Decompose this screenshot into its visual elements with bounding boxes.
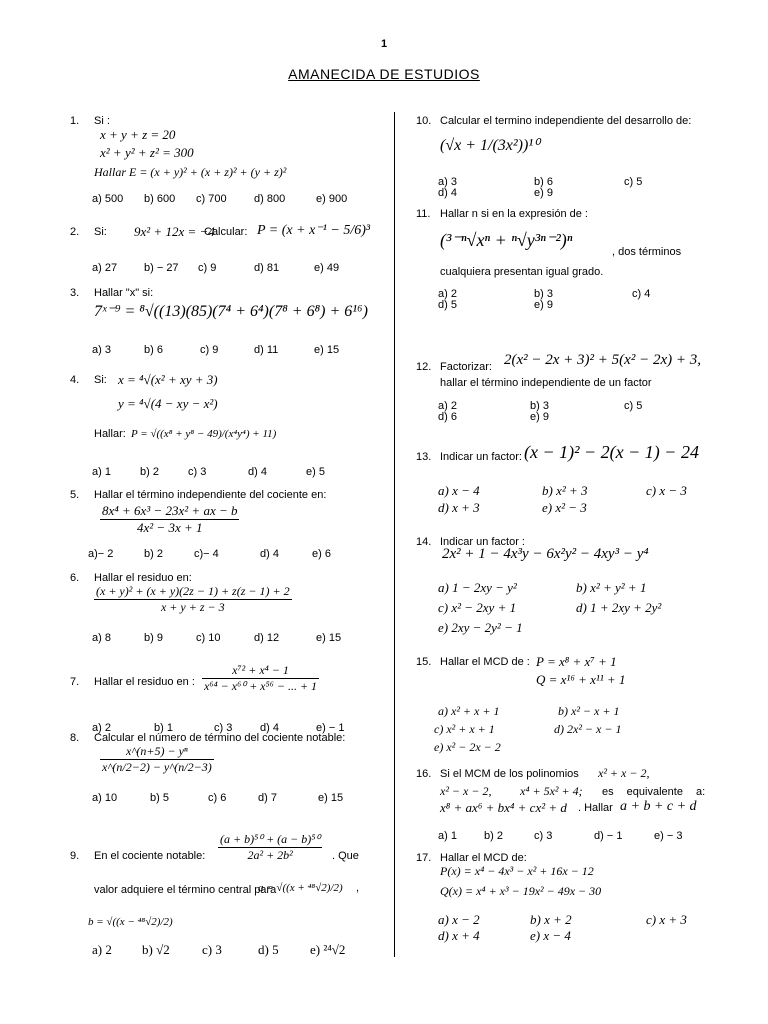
equation: x² − x − 2,	[440, 784, 492, 798]
equation: x⁸ + ax⁶ + bx⁴ + cx² + d	[440, 800, 567, 815]
text: . Que	[332, 850, 359, 862]
option-a: a) x − 4	[438, 483, 480, 498]
text: hallar el término independiente de un factor	[440, 377, 652, 389]
option-c: c) x + 3	[646, 912, 687, 927]
equation: b = √((x − ⁴⁸√2)/2)	[88, 916, 173, 928]
option-c: c) 3	[534, 830, 553, 842]
problem-1	[70, 115, 380, 205]
problem-number: 5.	[70, 489, 80, 501]
problem-17	[416, 852, 721, 952]
option-c: c) 700	[196, 193, 227, 205]
option-b: b) 2	[140, 466, 159, 478]
text: Si el MCM de los polinomios	[440, 768, 579, 780]
column-divider	[394, 112, 395, 957]
option-e: e) 9	[534, 299, 553, 311]
problem-number: 13.	[416, 451, 432, 463]
text: Hallar E = (x + y)² + (x + z)² + (y + z)²	[94, 165, 287, 179]
option-a: a) 2	[438, 400, 457, 412]
problem-number: 1.	[70, 115, 80, 127]
equation: 7ˣ⁻⁹ = ⁸√((13)(85)(7⁴ + 6⁴)(7⁸ + 6⁸) + 6¹⁶)	[94, 303, 368, 320]
problem-number: 4.	[70, 374, 80, 386]
equation: (√x + 1/(3x²))¹⁰	[440, 137, 540, 154]
option-e: e) x² − 3	[542, 500, 587, 515]
problem-10	[416, 115, 721, 200]
problem-16	[416, 768, 721, 848]
option-b: b) x² + 3	[542, 483, 588, 498]
text: valor adquiere el término central para	[94, 884, 277, 896]
option-d: d) 2x² − x − 1	[554, 722, 622, 736]
option-a: a) 27	[92, 262, 118, 274]
option-d: d) 4	[248, 466, 267, 478]
option-e: e) 2xy − 2y² − 1	[438, 620, 523, 635]
option-c: c)− 4	[194, 548, 219, 560]
option-e: e) 6	[312, 548, 331, 560]
option-e: e) x² − 2x − 2	[434, 740, 501, 754]
fraction: $\frac{\text{(x + y)² + (x + y)(2z − 1) + z(z − 1) + 2}}{x + y + z - 3}$	[96, 584, 290, 614]
problem-number: 6.	[70, 572, 80, 584]
text: Hallar:	[94, 428, 126, 440]
option-d: d) 81	[254, 262, 280, 274]
option-a: a) 500	[92, 193, 124, 205]
text: Si :	[94, 115, 110, 127]
option-d: d) 12	[254, 632, 280, 644]
fraction: $\frac{\text{x\textasciicircum{}(n+5) − yⁿ}}{x\^{}(n/2-2) - y\^{}(n/2-3)}$	[102, 744, 212, 774]
problem-14	[416, 536, 721, 646]
option-c: c) x − 3	[646, 483, 687, 498]
option-a: a) 2	[92, 942, 112, 957]
text: . Hallar	[578, 802, 613, 814]
option-a: a) 2	[438, 288, 457, 300]
equation: P = (x + x⁻¹ − 5/6)³	[257, 223, 371, 238]
problem-number: 16.	[416, 768, 432, 780]
option-a: a) 3	[438, 176, 457, 188]
option-a: a) x − 2	[438, 912, 480, 927]
option-c: c) x² + x + 1	[434, 722, 495, 736]
problem-number: 15.	[416, 656, 432, 668]
problem-4	[70, 374, 380, 484]
text: Calcular el termino independiente del desarrollo de:	[440, 115, 692, 127]
text: ,	[356, 882, 360, 894]
option-d: d) x + 3	[438, 500, 480, 515]
problem-11	[416, 208, 721, 318]
problem-3	[70, 287, 380, 357]
equation: Q(x) = x⁴ + x³ − 19x² − 49x − 30	[440, 884, 602, 898]
problem-number: 3.	[70, 287, 80, 299]
problem-13	[416, 442, 721, 517]
option-c: c) 3	[214, 722, 233, 734]
text: Factorizar:	[440, 361, 492, 373]
equation: a + b + c + d	[620, 799, 697, 814]
option-a: a) 1	[92, 466, 111, 478]
option-d: d) 4	[260, 722, 279, 734]
option-b: b) 600	[144, 193, 176, 205]
page-title: AMANECIDA DE ESTUDIOS	[288, 66, 480, 82]
equation: P = x⁸ + x⁷ + 1	[536, 654, 617, 669]
option-b: b) x + 2	[530, 912, 572, 927]
option-c: c) 3	[188, 466, 207, 478]
equation: 2x² + 1 − 4x³y − 6x²y² − 4xy³ − y⁴	[442, 546, 649, 562]
option-a: a) 10	[92, 792, 118, 804]
text: Calcular el número de término del cociente notable:	[94, 732, 346, 744]
problem-number: 10.	[416, 115, 432, 127]
problem-12	[416, 350, 721, 425]
option-a: a) 8	[92, 632, 111, 644]
text: Si:	[94, 374, 107, 386]
option-c: c) 4	[632, 288, 651, 300]
option-b: b) 2	[484, 830, 503, 842]
option-c: c) 3	[202, 942, 222, 957]
problem-8	[70, 732, 380, 812]
option-a: a) 3	[92, 344, 111, 356]
option-a: a) 1	[438, 830, 457, 842]
equation: x + y + z = 20	[100, 127, 176, 142]
equation: x = ⁴√(x² + xy + 3)	[118, 372, 218, 387]
problem-number: 12.	[416, 361, 432, 373]
problem-number: 9.	[70, 850, 80, 862]
problem-15	[416, 656, 721, 756]
text: Hallar "x" si:	[94, 287, 154, 299]
option-d: d) − 1	[594, 830, 623, 842]
option-a: a)− 2	[88, 548, 114, 560]
option-b: b) 6	[534, 176, 553, 188]
text: En el cociente notable:	[94, 850, 206, 862]
option-e: e) − 3	[654, 830, 683, 842]
option-c: c) 5	[624, 176, 643, 188]
problem-number: 14.	[416, 536, 432, 548]
option-e: e) 9	[534, 187, 553, 199]
fraction: $\frac{\text{(a + b)⁵⁰ + (a − b)⁵⁰}}{\text{2a² + 2b²}}$	[220, 832, 321, 862]
option-d: d) x + 4	[438, 928, 480, 943]
option-c: c) x² − 2xy + 1	[438, 600, 517, 615]
option-e: e) 15	[318, 792, 344, 804]
text: Hallar el MCD de :	[440, 656, 530, 668]
equation: (³⁻ⁿ√xⁿ + ⁿ√y³ⁿ⁻²)ⁿ	[440, 230, 573, 250]
equation: 2(x² − 2x + 3)² + 5(x² − 2x) + 3,	[504, 352, 701, 368]
option-b: b) √2	[142, 942, 170, 957]
option-c: c) 9	[198, 262, 217, 274]
equation: Q = x¹⁶ + x¹¹ + 1	[536, 672, 626, 687]
equation: (x − 1)² − 2(x − 1) − 24	[524, 442, 699, 462]
option-a: a) 2	[92, 722, 111, 734]
equation: x⁴ + 5x² + 4;	[520, 784, 583, 798]
text: Hallar n si en la expresión de :	[440, 208, 588, 220]
option-d: d) 6	[438, 411, 457, 423]
problem-7	[70, 660, 380, 734]
option-e: e) − 1	[316, 722, 345, 734]
problem-number: 2.	[70, 226, 80, 238]
problem-9	[70, 824, 380, 964]
text: es equivalente a:	[602, 786, 706, 798]
option-e: e) 15	[316, 632, 342, 644]
text: cualquiera presentan igual grado.	[440, 266, 604, 278]
problem-5	[70, 489, 380, 564]
text: Calcular:	[204, 226, 248, 238]
option-d: d) 1 + 2xy + 2y²	[576, 600, 662, 615]
option-e: e) x − 4	[530, 928, 571, 943]
option-d: d) 800	[254, 193, 286, 205]
fraction: $\frac{\text{8x⁴ + 6x³ − 23x² + ax − b}}{\text{4x² − 3x + 1}}$	[102, 503, 238, 535]
option-c: c) 5	[624, 400, 643, 412]
equation: 9x² + 12x = −4	[134, 224, 215, 239]
option-e: e) 5	[306, 466, 325, 478]
text: Hallar el término independiente del cociente en:	[94, 489, 327, 501]
option-d: d) 5	[258, 942, 279, 957]
option-b: b) 9	[144, 632, 163, 644]
problem-2	[70, 218, 380, 278]
problem-number: 11.	[416, 208, 431, 220]
option-a: a) x² + x + 1	[438, 704, 500, 718]
option-b: b) 6	[144, 344, 163, 356]
text: Hallar el MCD de:	[440, 852, 527, 864]
equation: a = √((x + ⁴⁸√2)/2)	[258, 882, 343, 894]
option-e: e) 15	[314, 344, 340, 356]
option-d: d) 4	[260, 548, 279, 560]
option-d: d) 7	[258, 792, 277, 804]
equation: y = ⁴√(4 − xy − x²)	[118, 396, 218, 411]
option-e: e) 49	[314, 262, 340, 274]
option-b: b) x² + y² + 1	[576, 580, 647, 595]
text: Indicar un factor:	[440, 451, 522, 463]
option-b: b) 3	[530, 400, 549, 412]
option-d: d) 11	[254, 344, 279, 356]
option-a: a) 1 − 2xy − y²	[438, 580, 517, 595]
option-c: c) 10	[196, 632, 221, 644]
text: , dos términos	[612, 246, 682, 258]
option-b: b) x² − x + 1	[558, 704, 620, 718]
option-e: e) 900	[316, 193, 348, 205]
equation: P = √((x⁸ + y⁸ − 49)/(x⁴y⁴) + 11)	[131, 428, 277, 440]
option-e: e) 9	[530, 411, 549, 423]
text: Indicar un factor :	[440, 536, 525, 548]
option-b: b) 1	[154, 722, 173, 734]
problem-number: 17.	[416, 852, 432, 864]
problem-6	[70, 572, 380, 647]
option-b: b) 2	[144, 548, 163, 560]
text: Hallar el residuo en:	[94, 572, 192, 584]
fraction: $\frac{\text{x⁷² + x⁴ − 1}}{\text{x⁶⁴ − x⁶⁰ + x⁵⁶ − ... + 1}}$	[204, 663, 318, 693]
problem-number: 8.	[70, 732, 80, 744]
equation: x² + x − 2,	[598, 766, 650, 780]
option-d: d) 5	[438, 299, 457, 311]
page-number: 1	[380, 38, 388, 50]
option-c: c) 9	[200, 344, 219, 356]
text: Si:	[94, 226, 107, 238]
option-b: b) 5	[150, 792, 169, 804]
equation: P(x) = x⁴ − 4x³ − x² + 16x − 12	[440, 864, 594, 878]
equation: x² + y² + z² = 300	[100, 145, 194, 160]
option-d: d) 4	[438, 187, 457, 199]
problem-number: 7.	[70, 676, 80, 688]
option-c: c) 6	[208, 792, 227, 804]
text: Hallar el residuo en :	[94, 676, 195, 688]
option-e: e) ²⁴√2	[310, 942, 346, 957]
option-b: b) 3	[534, 288, 553, 300]
option-b: b) − 27	[144, 262, 179, 274]
